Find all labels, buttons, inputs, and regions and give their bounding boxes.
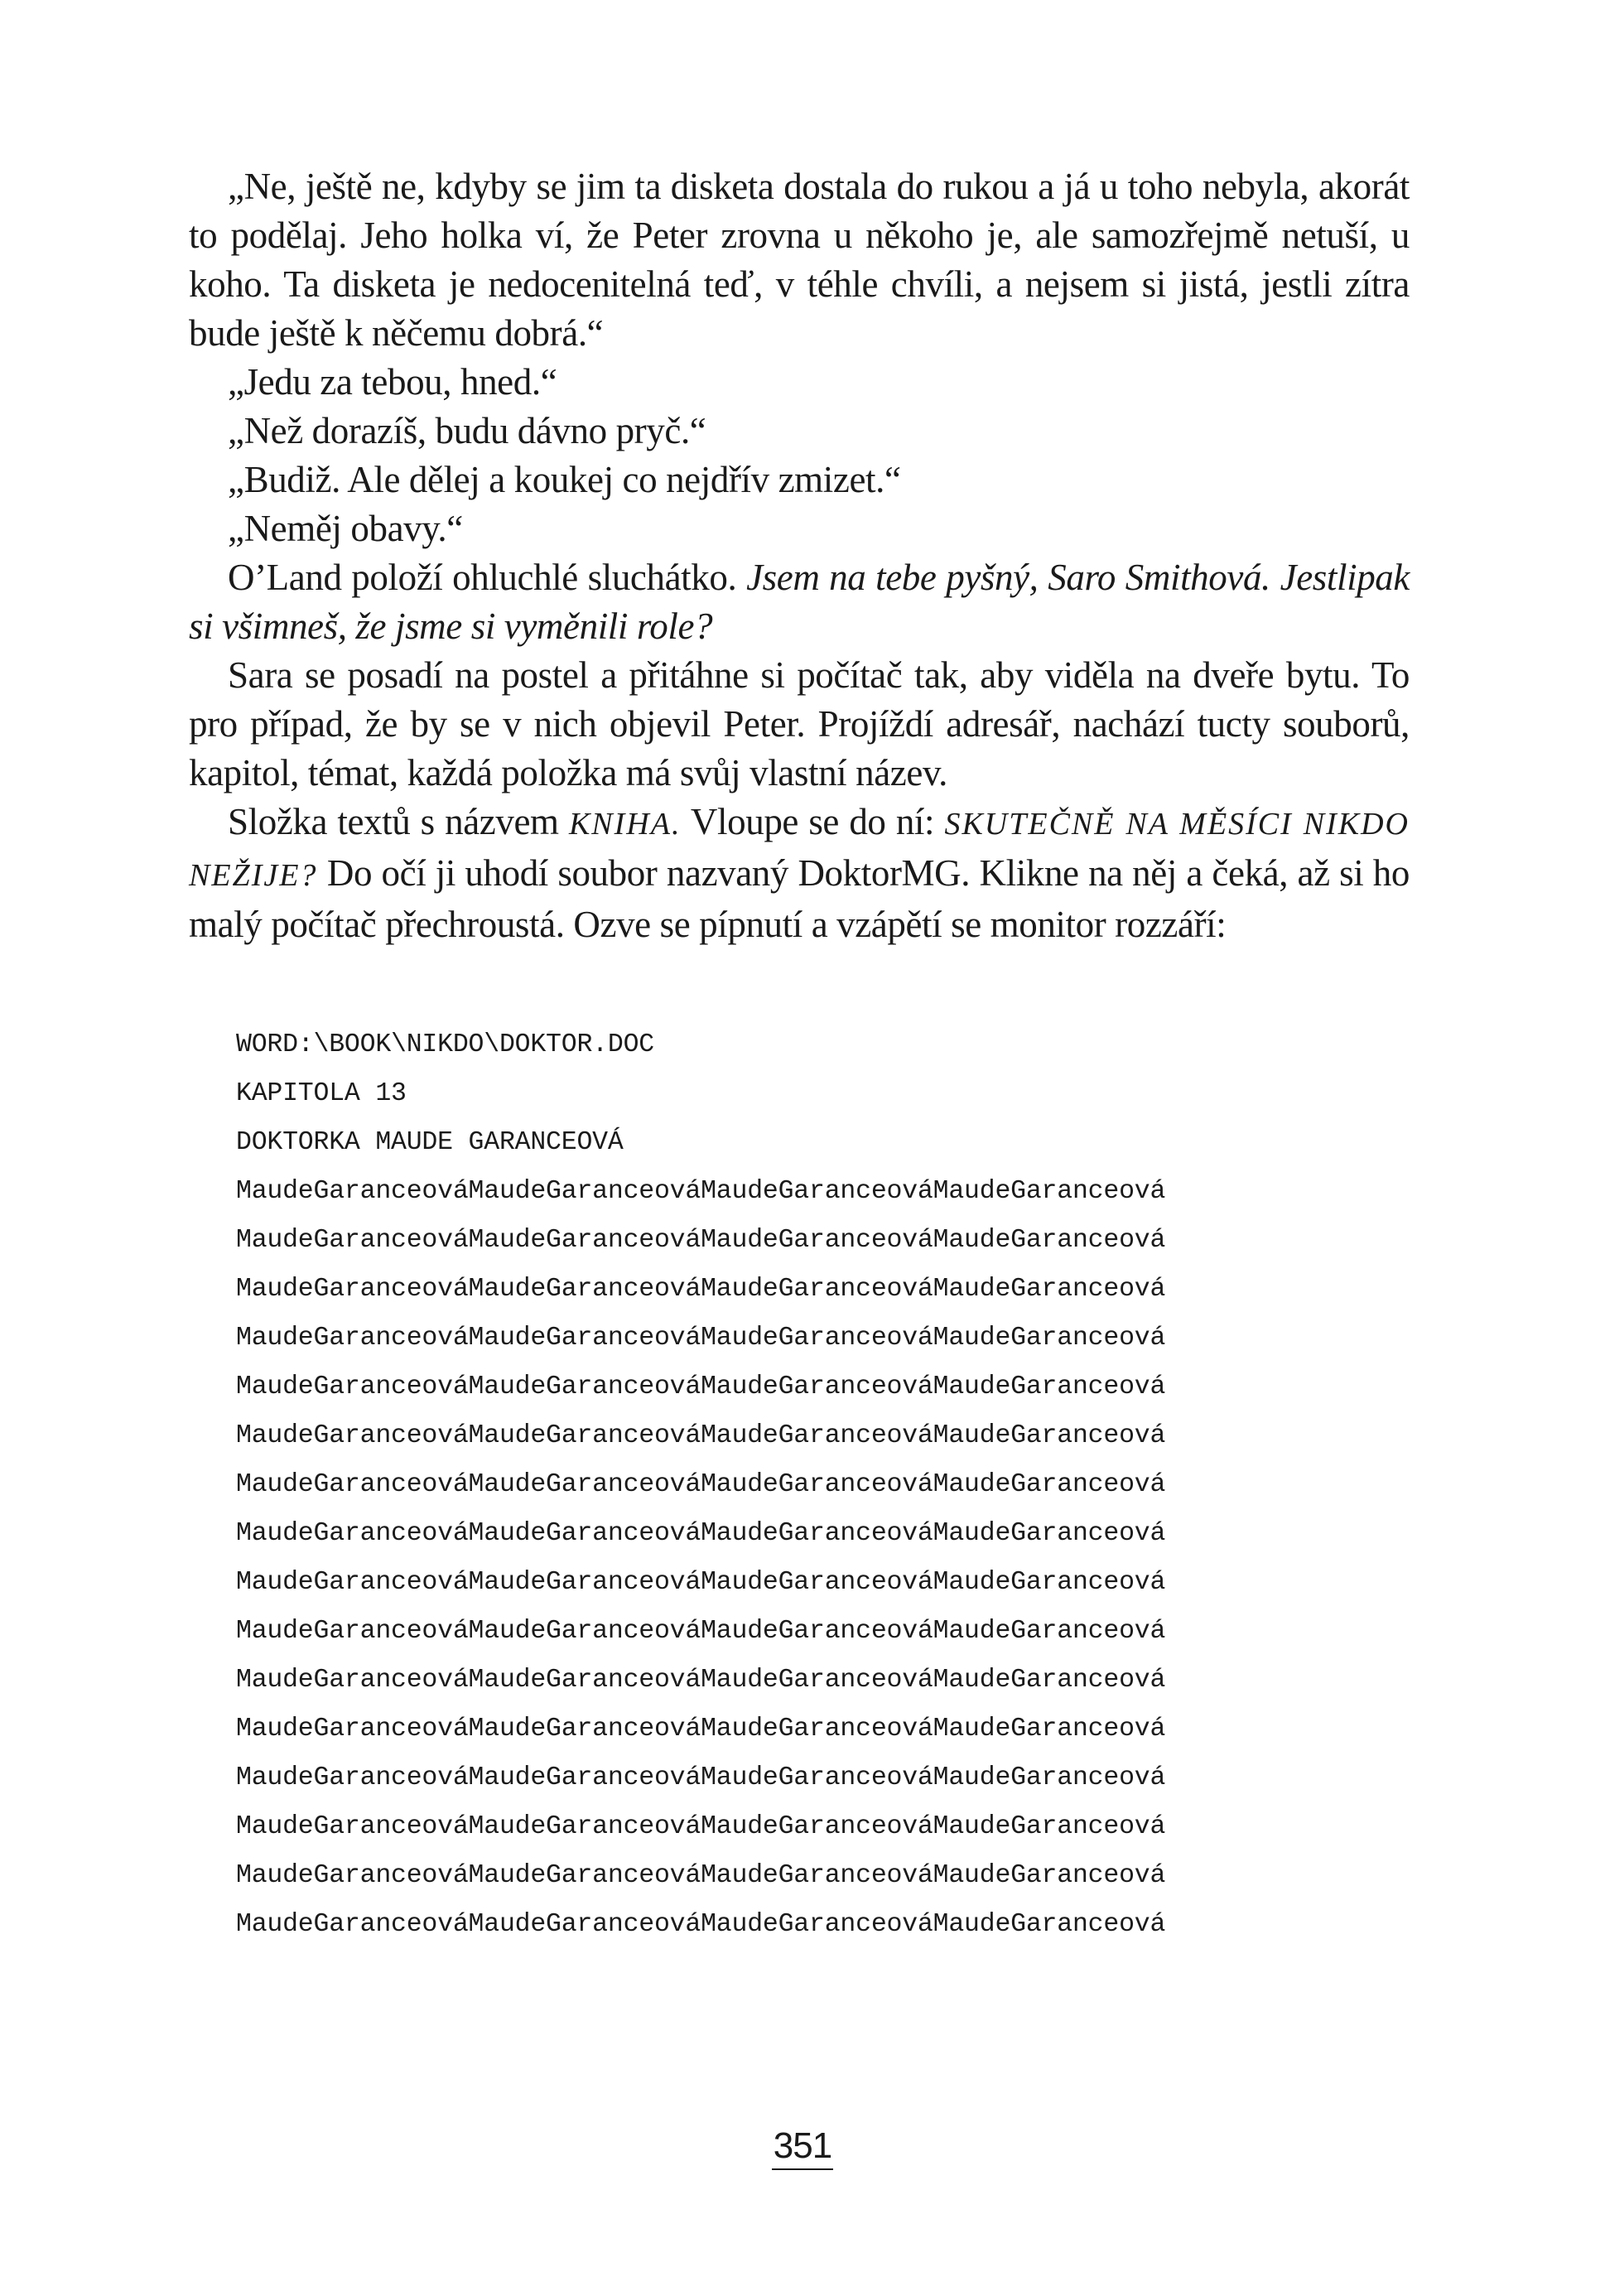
screen-repeated-line: MaudeGaranceováMaudeGaranceováMaudeGaranceováMaudeGaranceová bbox=[236, 1568, 1166, 1597]
book-page bbox=[189, 162, 1410, 1949]
screen-repeated-line: MaudeGaranceováMaudeGaranceováMaudeGaranceováMaudeGaranceová bbox=[236, 1421, 1166, 1450]
screen-repeated-line: MaudeGaranceováMaudeGaranceováMaudeGaranceováMaudeGaranceová bbox=[236, 1910, 1166, 1939]
italic-caps-text: KNIHA. bbox=[568, 807, 682, 842]
italic-caps-text: SKUTEČNĚ NA MĚSÍCI NIKDO NEŽIJE? bbox=[189, 807, 1410, 893]
paragraph bbox=[189, 553, 1410, 651]
paragraph-text: „Budiž. Ale dělej a koukej co nejdřív zmizet.“ bbox=[228, 459, 901, 500]
screen-repeated-line: MaudeGaranceováMaudeGaranceováMaudeGaranceováMaudeGaranceová bbox=[236, 1715, 1166, 1744]
screen-repeated-name-block bbox=[189, 1167, 1410, 1949]
paragraph bbox=[189, 651, 1410, 798]
screen-repeated-line: MaudeGaranceováMaudeGaranceováMaudeGaranceováMaudeGaranceová bbox=[236, 1470, 1166, 1499]
paragraph bbox=[189, 162, 1410, 358]
paragraph bbox=[189, 456, 1410, 504]
paragraph-text: „Než dorazíš, budu dávno pryč.“ bbox=[228, 410, 706, 451]
page-number bbox=[0, 2125, 1605, 2170]
paragraph bbox=[189, 504, 1410, 553]
paragraph bbox=[189, 407, 1410, 456]
paragraph-text: Vloupe se do ní: bbox=[681, 801, 945, 842]
screen-repeated-line: MaudeGaranceováMaudeGaranceováMaudeGaranceováMaudeGaranceová bbox=[236, 1861, 1166, 1890]
screen-file-path: WORD:\BOOK\NIKDO\DOKTOR.DOC bbox=[236, 1030, 654, 1059]
screen-repeated-line: MaudeGaranceováMaudeGaranceováMaudeGaranceováMaudeGaranceová bbox=[236, 1519, 1166, 1548]
paragraph bbox=[189, 358, 1410, 407]
paragraph-text: „Jedu za tebou, hned.“ bbox=[228, 361, 557, 403]
screen-repeated-line: MaudeGaranceováMaudeGaranceováMaudeGaranceováMaudeGaranceová bbox=[236, 1372, 1166, 1401]
paragraph-text: Sara se posadí na postel a přitáhne si počítač tak, aby viděla na dveře bytu. To pro případ, že by se v nich objevil Peter. Projíždí adresář, nachází tucty souborů, kapitol, témat, každá položka má svůj vlastní název. bbox=[189, 654, 1410, 793]
paragraph-text: Složka textů s názvem bbox=[228, 801, 569, 842]
screen-repeated-line: MaudeGaranceováMaudeGaranceováMaudeGaranceováMaudeGaranceová bbox=[236, 1275, 1166, 1304]
screen-repeated-line: MaudeGaranceováMaudeGaranceováMaudeGaranceováMaudeGaranceová bbox=[236, 1617, 1166, 1646]
screen-repeated-line: MaudeGaranceováMaudeGaranceováMaudeGaranceováMaudeGaranceová bbox=[236, 1763, 1166, 1792]
screen-chapter-number: KAPITOLA 13 bbox=[236, 1079, 407, 1108]
screen-repeated-line: MaudeGaranceováMaudeGaranceováMaudeGaranceováMaudeGaranceová bbox=[236, 1666, 1166, 1695]
screen-repeated-line: MaudeGaranceováMaudeGaranceováMaudeGaranceováMaudeGaranceová bbox=[236, 1324, 1166, 1353]
paragraph-text: „Neměj obavy.“ bbox=[228, 508, 463, 549]
paragraph-text: „Ne, ještě ne, kdyby se jim ta disketa dostala do rukou a já u toho nebyla, akorát to podělaj. Jeho holka ví, že Peter zrovna u někoho je, ale samozřejmě netuší, u koho. Ta disketa je nedocenitelná teď, v téhle chvíli, a nejsem si jistá, jestli zítra bude ještě k něčemu dobrá.“ bbox=[189, 166, 1410, 354]
screen-repeated-line: MaudeGaranceováMaudeGaranceováMaudeGaranceováMaudeGaranceová bbox=[236, 1812, 1166, 1841]
paragraph bbox=[189, 798, 1410, 949]
paragraph-text: Do očí ji uhodí soubor nazvaný DoktorMG. Klikne na něj a čeká, až si ho malý počítač přechroustá. Ozve se pípnutí a vzápětí se monitor rozzáří: bbox=[189, 852, 1410, 945]
page-number-label: 351 bbox=[772, 2125, 833, 2170]
body-text bbox=[189, 162, 1410, 949]
italic-text: Jsem na tebe pyšný, Saro Smithová. Jestlipak si všimneš, že jsme si vyměnili role? bbox=[189, 557, 1410, 647]
screen-repeated-line: MaudeGaranceováMaudeGaranceováMaudeGaranceováMaudeGaranceová bbox=[236, 1177, 1166, 1206]
paragraph-text: O’Land položí ohluchlé sluchátko. bbox=[228, 557, 747, 598]
screen-repeated-line: MaudeGaranceováMaudeGaranceováMaudeGaranceováMaudeGaranceová bbox=[236, 1226, 1166, 1255]
screen-chapter-title: DOKTORKA MAUDE GARANCEOVÁ bbox=[236, 1128, 624, 1157]
